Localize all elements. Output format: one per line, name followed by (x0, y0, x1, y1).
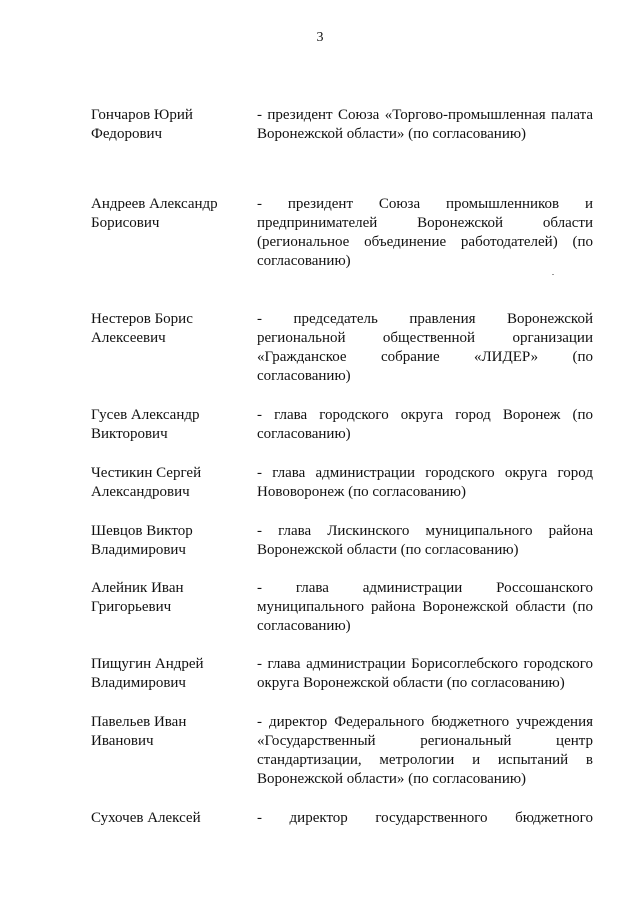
person-role: - президент Союза промышленников и предпринимателей Воронежской области (региональное объединение работодателей) (по согласованию) (257, 196, 593, 269)
role-word: - (257, 810, 262, 826)
person-name: Андреев Александр Борисович (91, 196, 218, 231)
role-word: государственного (375, 810, 488, 826)
scan-speck (552, 274, 554, 275)
person-role: - глава администрации городского округа город Нововоронеж (по согласованию) (257, 465, 593, 500)
person-role: - президент Союза «Торгово-промышленная палата Воронежской области» (по согласованию) (257, 107, 593, 142)
person-role: - глава администрации Россошанского муниципального района Воронежской области (по согласованию) (257, 580, 593, 634)
person-name: Нестеров Борис Алексеевич (91, 311, 193, 346)
person-name: Павельев Иван Иванович (91, 714, 187, 749)
person-name: Шевцов Виктор Владимирович (91, 523, 193, 558)
person-role: - директор Федерального бюджетного учреждения «Государственный региональный центр стандартизации, метрологии и испытаний в Воронежской области» (по согласованию) (257, 714, 593, 787)
page-number: 3 (316, 30, 324, 45)
role-word: директор (289, 810, 348, 826)
role-word: бюджетного (515, 810, 593, 826)
person-name: Гончаров Юрий Федорович (91, 107, 193, 142)
person-role (257, 809, 593, 828)
person-role: - председатель правления Воронежской региональной общественной организации «Гражданское собрание «ЛИДЕР» (по согласованию) (257, 311, 593, 384)
person-name: Честикин Сергей Александрович (91, 465, 202, 500)
person-name: Гусев Александр Викторович (91, 407, 200, 442)
person-role: - глава Лискинского муниципального района Воронежской области (по согласованию) (257, 523, 593, 558)
person-name: Сухочев Алексей (91, 810, 201, 826)
person-name: Пищугин Андрей Владимирович (91, 656, 204, 691)
person-role: - глава администрации Борисоглебского городского округа Воронежской области (по согласованию) (257, 656, 593, 691)
person-name: Алейник Иван Григорьевич (91, 580, 184, 615)
person-role: - глава городского округа город Воронеж (по согласованию) (257, 407, 593, 442)
